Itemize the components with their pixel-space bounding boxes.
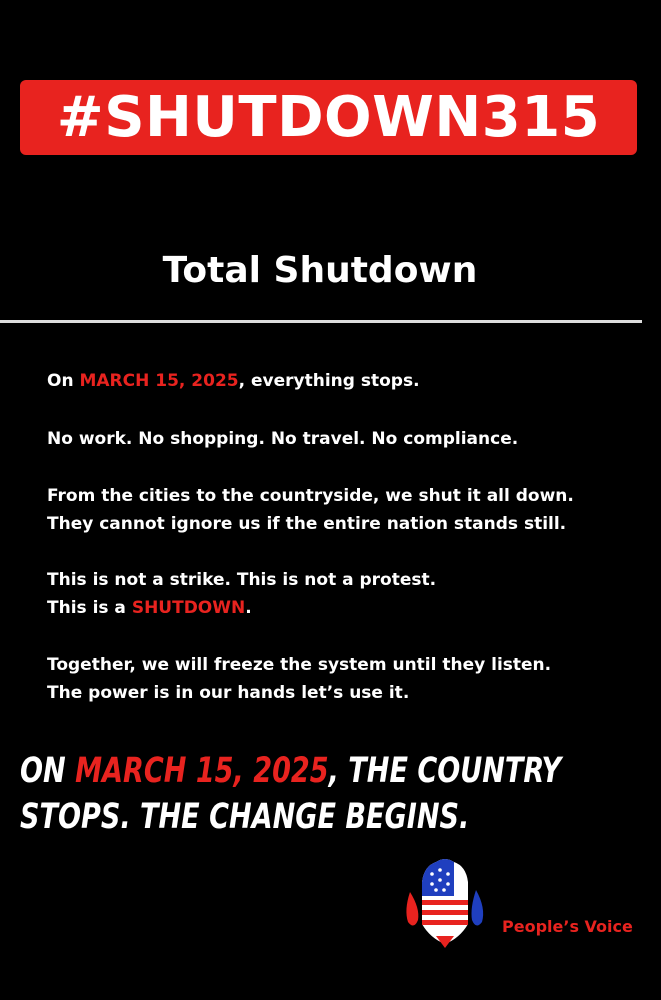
title-divider — [0, 320, 642, 323]
cta-prefix: ON — [20, 751, 76, 791]
paragraph-date-prefix: On — [47, 371, 80, 391]
highlight-shutdown: SHUTDOWN — [131, 598, 246, 618]
paragraph-together-line1: Together, we will freeze the system until they listen. — [47, 655, 552, 675]
strike-line2-prefix: This is a — [47, 598, 132, 618]
paragraph-date — [47, 367, 647, 395]
paragraph-together-line2: The power is in our hands let’s use it. — [47, 683, 410, 703]
highlight-date: MARCH 15, 2025 — [79, 371, 239, 391]
paragraph-cities-line1: From the cities to the countryside, we shut it all down. — [47, 486, 574, 506]
paragraph-date-suffix: , everything stops. — [238, 371, 420, 391]
cta-line2: STOPS. THE CHANGE BEGINS. — [20, 797, 470, 837]
page-title: Total Shutdown — [162, 250, 478, 291]
cta-date: MARCH 15, 2025 — [75, 751, 329, 791]
flag-fist-icon — [402, 852, 488, 948]
hashtag-text: #SHUTDOWN315 — [56, 85, 601, 150]
paragraph-no-work: No work. No shopping. No travel. No compliance. — [47, 429, 519, 449]
hashtag-banner — [20, 80, 637, 155]
paragraph-strike-line1: This is not a strike. This is not a protest. — [47, 570, 437, 590]
cta-line1 — [20, 750, 562, 792]
strike-line2-suffix: . — [245, 598, 252, 618]
paragraph-cities-line2: They cannot ignore us if the entire nation stands still. — [47, 514, 567, 534]
paragraph-strike-line2 — [47, 594, 647, 622]
cta-suffix: , THE COUNTRY — [328, 751, 562, 791]
brand-name: People’s Voice — [502, 917, 633, 936]
